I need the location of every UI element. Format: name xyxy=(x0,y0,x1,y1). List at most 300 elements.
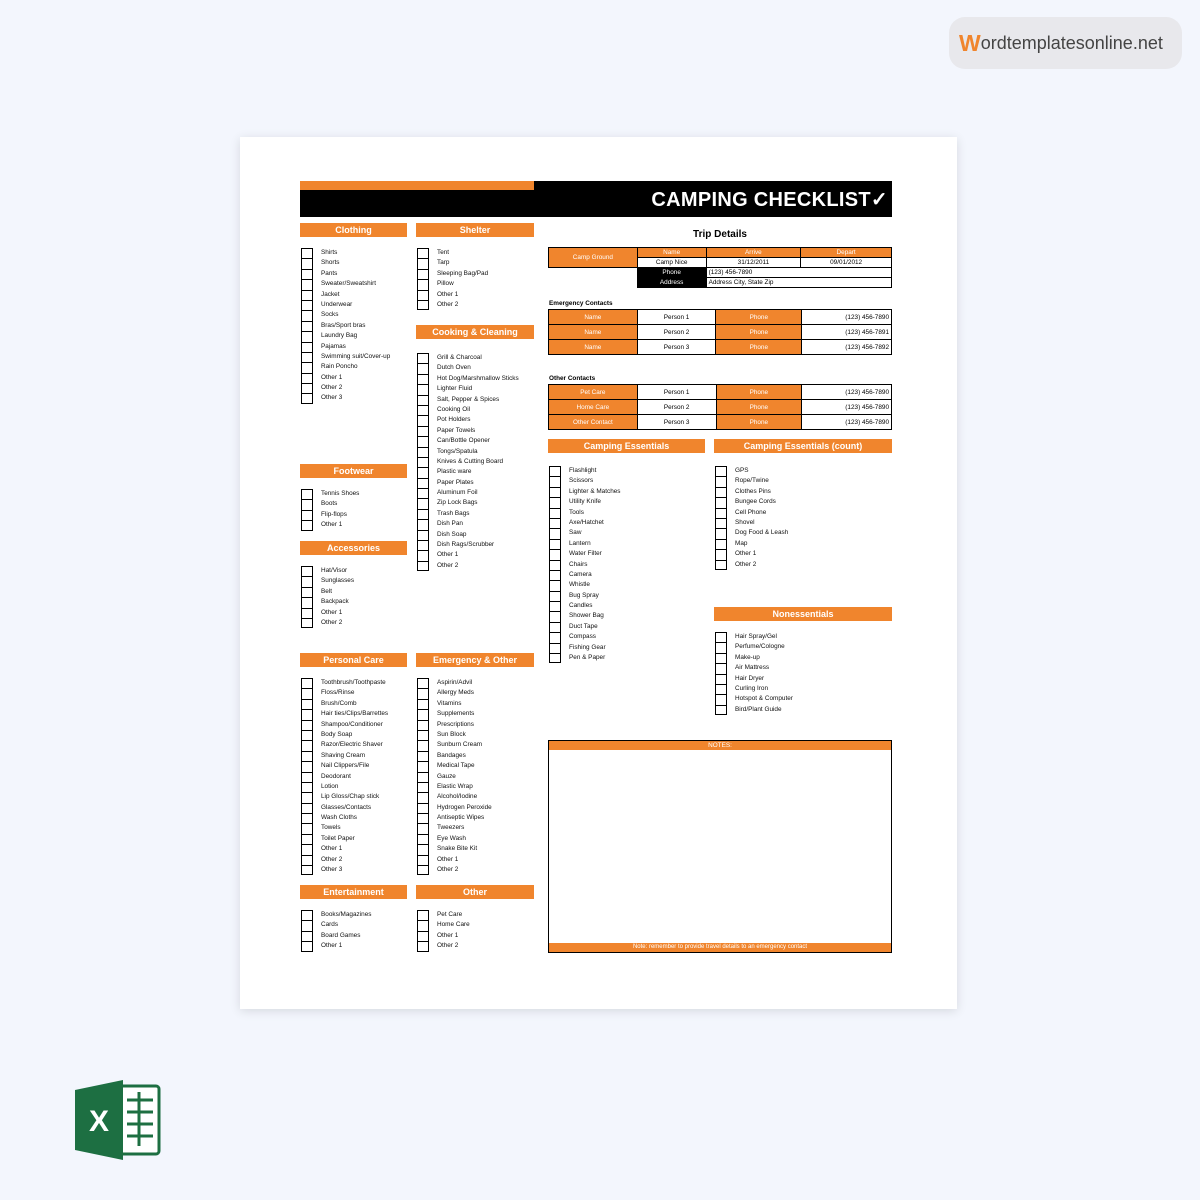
checkbox[interactable] xyxy=(715,632,727,642)
checklist-item[interactable] xyxy=(715,497,891,507)
checkbox[interactable] xyxy=(549,570,561,580)
checklist-item[interactable] xyxy=(417,467,533,477)
checklist-item[interactable] xyxy=(417,709,533,719)
checklist-item[interactable] xyxy=(417,395,533,405)
checklist-item[interactable] xyxy=(715,653,891,663)
checkbox[interactable] xyxy=(301,362,313,372)
checkbox[interactable] xyxy=(417,426,429,436)
checkbox[interactable] xyxy=(301,331,313,341)
checklist-item[interactable] xyxy=(549,643,704,653)
checklist-item[interactable] xyxy=(549,591,704,601)
checkbox[interactable] xyxy=(417,782,429,792)
checkbox[interactable] xyxy=(417,530,429,540)
checklist-item[interactable] xyxy=(301,373,406,383)
checklist-item[interactable] xyxy=(715,674,891,684)
checkbox[interactable] xyxy=(715,518,727,528)
checklist-item[interactable] xyxy=(715,487,891,497)
checkbox[interactable] xyxy=(417,844,429,854)
checkbox[interactable] xyxy=(549,643,561,653)
checklist-item[interactable] xyxy=(301,587,406,597)
checklist-item[interactable] xyxy=(301,352,406,362)
checklist-item[interactable] xyxy=(417,761,533,771)
checkbox[interactable] xyxy=(417,772,429,782)
checkbox[interactable] xyxy=(715,694,727,704)
checklist-item[interactable] xyxy=(301,761,406,771)
checklist-item[interactable] xyxy=(301,823,406,833)
contact-phone[interactable]: (123) 456-7890 xyxy=(802,400,892,415)
checkbox[interactable] xyxy=(417,699,429,709)
checklist-item[interactable] xyxy=(417,415,533,425)
checklist-item[interactable] xyxy=(301,383,406,393)
checklist-item[interactable] xyxy=(715,663,891,673)
contact-phone[interactable]: (123) 456-7891 xyxy=(802,325,892,340)
checkbox[interactable] xyxy=(549,508,561,518)
checklist-item[interactable] xyxy=(301,342,406,352)
checkbox[interactable] xyxy=(417,834,429,844)
checklist-item[interactable] xyxy=(549,476,704,486)
checkbox[interactable] xyxy=(301,740,313,750)
checklist-item[interactable] xyxy=(715,560,891,570)
checklist-item[interactable] xyxy=(301,499,406,509)
checkbox[interactable] xyxy=(417,803,429,813)
checkbox[interactable] xyxy=(301,931,313,941)
checklist-item[interactable] xyxy=(301,709,406,719)
checkbox[interactable] xyxy=(417,478,429,488)
checklist-item[interactable] xyxy=(301,300,406,310)
checklist-item[interactable] xyxy=(715,705,891,715)
contact-person[interactable]: Person 1 xyxy=(637,385,716,400)
checklist-item[interactable] xyxy=(301,813,406,823)
checklist-item[interactable] xyxy=(417,363,533,373)
checklist-item[interactable] xyxy=(301,699,406,709)
checklist-item[interactable] xyxy=(417,457,533,467)
checklist-item[interactable] xyxy=(715,466,891,476)
checklist-item[interactable] xyxy=(417,678,533,688)
checkbox[interactable] xyxy=(417,550,429,560)
checklist-item[interactable] xyxy=(417,834,533,844)
checklist-item[interactable] xyxy=(417,447,533,457)
checklist-item[interactable] xyxy=(301,855,406,865)
checkbox[interactable] xyxy=(301,761,313,771)
checklist-item[interactable] xyxy=(417,498,533,508)
checklist-item[interactable] xyxy=(417,740,533,750)
checklist-item[interactable] xyxy=(549,601,704,611)
checkbox[interactable] xyxy=(549,580,561,590)
checklist-item[interactable] xyxy=(301,331,406,341)
checkbox[interactable] xyxy=(549,591,561,601)
checklist-item[interactable] xyxy=(301,248,406,258)
checklist-item[interactable] xyxy=(549,518,704,528)
checkbox[interactable] xyxy=(549,611,561,621)
section-nonessentials-header: Nonessentials xyxy=(714,607,892,621)
checkbox[interactable] xyxy=(417,730,429,740)
checkbox[interactable] xyxy=(417,279,429,289)
checklist-item-label: Hot Dog/Marshmallow Sticks xyxy=(437,374,519,382)
checkbox[interactable] xyxy=(417,467,429,477)
checkbox[interactable] xyxy=(549,560,561,570)
checkbox[interactable] xyxy=(301,688,313,698)
checkbox[interactable] xyxy=(417,920,429,930)
checklist-item[interactable] xyxy=(549,570,704,580)
checkbox[interactable] xyxy=(301,248,313,258)
checklist-item[interactable] xyxy=(417,540,533,550)
checklist-item-label: Other 2 xyxy=(321,855,343,863)
checklist-item[interactable] xyxy=(301,720,406,730)
contact-person[interactable]: Person 2 xyxy=(637,400,716,415)
checklist-item[interactable] xyxy=(417,384,533,394)
contact-person[interactable]: Person 2 xyxy=(637,325,716,340)
checkbox[interactable] xyxy=(715,539,727,549)
checkbox[interactable] xyxy=(301,373,313,383)
checkbox[interactable] xyxy=(301,520,313,530)
checkbox[interactable] xyxy=(417,910,429,920)
checklist-item[interactable] xyxy=(417,688,533,698)
checkbox[interactable] xyxy=(301,823,313,833)
checkbox[interactable] xyxy=(417,865,429,875)
checkbox[interactable] xyxy=(301,920,313,930)
checkbox[interactable] xyxy=(417,363,429,373)
checklist-item[interactable] xyxy=(715,508,891,518)
checklist-item[interactable] xyxy=(301,792,406,802)
depart-date[interactable]: 09/01/2012 xyxy=(801,258,892,268)
checkbox[interactable] xyxy=(417,855,429,865)
checkbox[interactable] xyxy=(549,466,561,476)
checkbox[interactable] xyxy=(715,497,727,507)
checkbox[interactable] xyxy=(417,740,429,750)
checkbox[interactable] xyxy=(301,834,313,844)
checkbox[interactable] xyxy=(417,488,429,498)
checkbox[interactable] xyxy=(301,383,313,393)
checklist-item[interactable] xyxy=(301,751,406,761)
checkbox[interactable] xyxy=(417,540,429,550)
checklist-item[interactable] xyxy=(301,931,406,941)
checklist-item[interactable] xyxy=(301,597,406,607)
checklist-item[interactable] xyxy=(301,258,406,268)
checklist-item-label: Boots xyxy=(321,500,338,508)
checklist-item[interactable] xyxy=(417,803,533,813)
checkbox[interactable] xyxy=(417,761,429,771)
checkbox[interactable] xyxy=(417,941,429,951)
checklist-item[interactable] xyxy=(301,678,406,688)
checkbox[interactable] xyxy=(301,910,313,920)
checklist-item[interactable] xyxy=(417,730,533,740)
checkbox[interactable] xyxy=(417,823,429,833)
checkbox[interactable] xyxy=(715,663,727,673)
checklist-item[interactable] xyxy=(301,834,406,844)
checklist-item[interactable] xyxy=(715,632,891,642)
checklist-item-label: Lip Gloss/Chap stick xyxy=(321,793,380,801)
checklist-item[interactable] xyxy=(301,844,406,854)
checkbox[interactable] xyxy=(301,258,313,268)
checklist-item[interactable] xyxy=(301,510,406,520)
checklist-item[interactable] xyxy=(417,920,533,930)
checkbox[interactable] xyxy=(417,457,429,467)
checkbox[interactable] xyxy=(417,709,429,719)
checklist-item[interactable] xyxy=(301,920,406,930)
checklist-item[interactable] xyxy=(417,751,533,761)
checklist-item[interactable] xyxy=(549,632,704,642)
trip-phone[interactable]: (123) 456-7890 xyxy=(706,268,891,278)
checklist-item[interactable] xyxy=(301,279,406,289)
checkbox[interactable] xyxy=(417,436,429,446)
checkbox[interactable] xyxy=(301,699,313,709)
checklist-item[interactable] xyxy=(301,941,406,951)
checkbox[interactable] xyxy=(417,688,429,698)
checklist-item[interactable] xyxy=(417,519,533,529)
checkbox[interactable] xyxy=(417,561,429,571)
checklist-item[interactable] xyxy=(549,508,704,518)
checklist-item[interactable] xyxy=(417,258,533,268)
checkbox[interactable] xyxy=(301,290,313,300)
checklist-item[interactable] xyxy=(417,426,533,436)
checklist-item[interactable] xyxy=(549,497,704,507)
checkbox[interactable] xyxy=(301,393,313,403)
checkbox[interactable] xyxy=(301,772,313,782)
checkbox[interactable] xyxy=(417,509,429,519)
checkbox[interactable] xyxy=(301,941,313,951)
checkbox[interactable] xyxy=(417,720,429,730)
checklist-item[interactable] xyxy=(417,855,533,865)
checkbox[interactable] xyxy=(715,528,727,538)
checklist-item[interactable] xyxy=(549,528,704,538)
checklist-item[interactable] xyxy=(417,823,533,833)
checklist-item[interactable] xyxy=(301,730,406,740)
checkbox[interactable] xyxy=(549,518,561,528)
checklist-item[interactable] xyxy=(549,560,704,570)
checklist-item[interactable] xyxy=(301,618,406,628)
checkbox[interactable] xyxy=(715,674,727,684)
checkbox[interactable] xyxy=(549,528,561,538)
contact-person[interactable]: Person 3 xyxy=(637,340,716,355)
checkbox[interactable] xyxy=(417,813,429,823)
checkbox[interactable] xyxy=(417,248,429,258)
checkbox[interactable] xyxy=(301,618,313,628)
checklist-item[interactable] xyxy=(301,688,406,698)
checklist-item[interactable] xyxy=(417,792,533,802)
checkbox[interactable] xyxy=(301,499,313,509)
checklist-item[interactable] xyxy=(417,865,533,875)
checkbox[interactable] xyxy=(301,269,313,279)
checklist-item[interactable] xyxy=(301,290,406,300)
checkbox[interactable] xyxy=(301,597,313,607)
checklist-item[interactable] xyxy=(301,576,406,586)
checklist-item[interactable] xyxy=(549,539,704,549)
checkbox[interactable] xyxy=(301,782,313,792)
checklist-item[interactable] xyxy=(549,466,704,476)
checklist-item[interactable] xyxy=(417,488,533,498)
checklist-item[interactable] xyxy=(715,684,891,694)
checkbox[interactable] xyxy=(715,549,727,559)
checkbox[interactable] xyxy=(549,476,561,486)
checkbox[interactable] xyxy=(301,576,313,586)
checklist-item[interactable] xyxy=(301,865,406,875)
checklist-item[interactable] xyxy=(417,269,533,279)
checklist-item[interactable] xyxy=(417,509,533,519)
checklist-item-label: Lighter Fluid xyxy=(437,385,473,393)
checkbox[interactable] xyxy=(301,321,313,331)
checkbox[interactable] xyxy=(301,844,313,854)
checkbox[interactable] xyxy=(549,601,561,611)
checklist-item[interactable] xyxy=(549,549,704,559)
checklist-item[interactable] xyxy=(301,362,406,372)
checkbox[interactable] xyxy=(715,476,727,486)
checkbox[interactable] xyxy=(417,792,429,802)
checklist-item[interactable] xyxy=(417,405,533,415)
checklist-item[interactable] xyxy=(417,300,533,310)
checkbox[interactable] xyxy=(417,751,429,761)
checklist-item[interactable] xyxy=(301,608,406,618)
checkbox[interactable] xyxy=(301,855,313,865)
checklist-item[interactable] xyxy=(301,910,406,920)
checkbox[interactable] xyxy=(715,466,727,476)
checkbox[interactable] xyxy=(417,290,429,300)
checkbox[interactable] xyxy=(715,487,727,497)
checklist-item[interactable] xyxy=(417,436,533,446)
checklist-item-label: Rope/Twine xyxy=(735,477,769,485)
checkbox[interactable] xyxy=(417,258,429,268)
checkbox[interactable] xyxy=(417,678,429,688)
checklist-item[interactable] xyxy=(301,740,406,750)
checkbox[interactable] xyxy=(417,519,429,529)
checklist-item[interactable] xyxy=(417,782,533,792)
checklist-item[interactable] xyxy=(549,622,704,632)
checkbox[interactable] xyxy=(715,508,727,518)
contact-phone[interactable]: (123) 456-7890 xyxy=(802,385,892,400)
checkbox[interactable] xyxy=(301,608,313,618)
checkbox[interactable] xyxy=(301,300,313,310)
trip-address[interactable]: Address City, State Zip xyxy=(706,278,891,288)
checkbox[interactable] xyxy=(417,395,429,405)
contact-phone[interactable]: (123) 456-7890 xyxy=(802,310,892,325)
checkbox[interactable] xyxy=(301,587,313,597)
checkbox[interactable] xyxy=(417,415,429,425)
checklist-item[interactable] xyxy=(417,720,533,730)
checkbox[interactable] xyxy=(715,653,727,663)
checklist-item[interactable] xyxy=(301,269,406,279)
contact-phone[interactable]: (123) 456-7892 xyxy=(802,340,892,355)
notes-box[interactable] xyxy=(548,740,892,953)
checkbox[interactable] xyxy=(549,632,561,642)
checkbox[interactable] xyxy=(301,730,313,740)
checklist-item[interactable] xyxy=(715,642,891,652)
checkbox[interactable] xyxy=(417,374,429,384)
checklist-item[interactable] xyxy=(417,374,533,384)
checklist-item[interactable] xyxy=(549,653,704,663)
checkbox[interactable] xyxy=(301,489,313,499)
checkbox[interactable] xyxy=(715,705,727,715)
checklist-item[interactable] xyxy=(417,561,533,571)
checkbox[interactable] xyxy=(549,653,561,663)
checklist-item[interactable] xyxy=(301,310,406,320)
checklist-item[interactable] xyxy=(715,694,891,704)
camp-name[interactable]: Camp Nice xyxy=(637,258,706,268)
checkbox[interactable] xyxy=(417,498,429,508)
checkbox[interactable] xyxy=(417,931,429,941)
checklist-item[interactable] xyxy=(715,518,891,528)
checkbox[interactable] xyxy=(301,803,313,813)
checkbox[interactable] xyxy=(301,279,313,289)
checklist-item-label: Other 1 xyxy=(321,373,343,381)
checkbox[interactable] xyxy=(301,510,313,520)
checkbox[interactable] xyxy=(301,709,313,719)
checklist-item[interactable] xyxy=(549,487,704,497)
checklist-item[interactable] xyxy=(417,699,533,709)
checkbox[interactable] xyxy=(301,792,313,802)
checklist-item[interactable] xyxy=(549,580,704,590)
checkbox[interactable] xyxy=(715,560,727,570)
checklist-item[interactable] xyxy=(417,941,533,951)
checklist-item[interactable] xyxy=(417,813,533,823)
checkbox[interactable] xyxy=(549,622,561,632)
checkbox[interactable] xyxy=(549,549,561,559)
checklist-item[interactable] xyxy=(417,290,533,300)
checkbox[interactable] xyxy=(417,447,429,457)
checkbox[interactable] xyxy=(549,497,561,507)
checklist-item[interactable] xyxy=(417,530,533,540)
checklist-item[interactable] xyxy=(301,520,406,530)
checklist-item[interactable] xyxy=(301,803,406,813)
checklist-item[interactable] xyxy=(715,539,891,549)
checkbox[interactable] xyxy=(301,342,313,352)
checklist-item[interactable] xyxy=(301,782,406,792)
checklist-item-label: Chairs xyxy=(569,560,588,568)
checkbox[interactable] xyxy=(417,269,429,279)
checkbox[interactable] xyxy=(417,384,429,394)
checkbox[interactable] xyxy=(715,642,727,652)
checkbox[interactable] xyxy=(417,300,429,310)
checklist-item[interactable] xyxy=(715,549,891,559)
checkbox[interactable] xyxy=(301,352,313,362)
checkbox[interactable] xyxy=(301,566,313,576)
checkbox[interactable] xyxy=(417,353,429,363)
checklist-item-label: Fishing Gear xyxy=(569,643,606,651)
checklist-item[interactable] xyxy=(417,478,533,488)
checklist-item[interactable] xyxy=(301,566,406,576)
checkbox[interactable] xyxy=(301,751,313,761)
checklist-item[interactable] xyxy=(301,772,406,782)
checklist-item[interactable] xyxy=(417,248,533,258)
checklist-item[interactable] xyxy=(301,321,406,331)
checklist-item[interactable] xyxy=(417,550,533,560)
checklist-item[interactable] xyxy=(301,489,406,499)
checklist-item[interactable] xyxy=(715,528,891,538)
checklist-item-label: Whistle xyxy=(569,581,590,589)
checklist-item-label: Paper Plates xyxy=(437,478,474,486)
checklist-item[interactable] xyxy=(549,611,704,621)
checklist-item[interactable] xyxy=(417,353,533,363)
checkbox[interactable] xyxy=(301,310,313,320)
checklist-item[interactable] xyxy=(417,772,533,782)
contact-phone[interactable]: (123) 456-7890 xyxy=(802,415,892,430)
checklist-item[interactable] xyxy=(715,476,891,486)
checkbox[interactable] xyxy=(549,539,561,549)
contact-person[interactable]: Person 1 xyxy=(637,310,716,325)
contact-person[interactable]: Person 3 xyxy=(637,415,716,430)
checklist-item[interactable] xyxy=(417,931,533,941)
checkbox[interactable] xyxy=(715,684,727,694)
checklist-item[interactable] xyxy=(417,279,533,289)
checkbox[interactable] xyxy=(301,865,313,875)
checkbox[interactable] xyxy=(549,487,561,497)
checkbox[interactable] xyxy=(301,720,313,730)
checkbox[interactable] xyxy=(301,813,313,823)
arrive-date[interactable]: 31/12/2011 xyxy=(706,258,801,268)
checklist-item[interactable] xyxy=(417,844,533,854)
checklist-item[interactable] xyxy=(417,910,533,920)
checklist-item[interactable] xyxy=(301,393,406,403)
checkbox[interactable] xyxy=(417,405,429,415)
checkbox[interactable] xyxy=(301,678,313,688)
